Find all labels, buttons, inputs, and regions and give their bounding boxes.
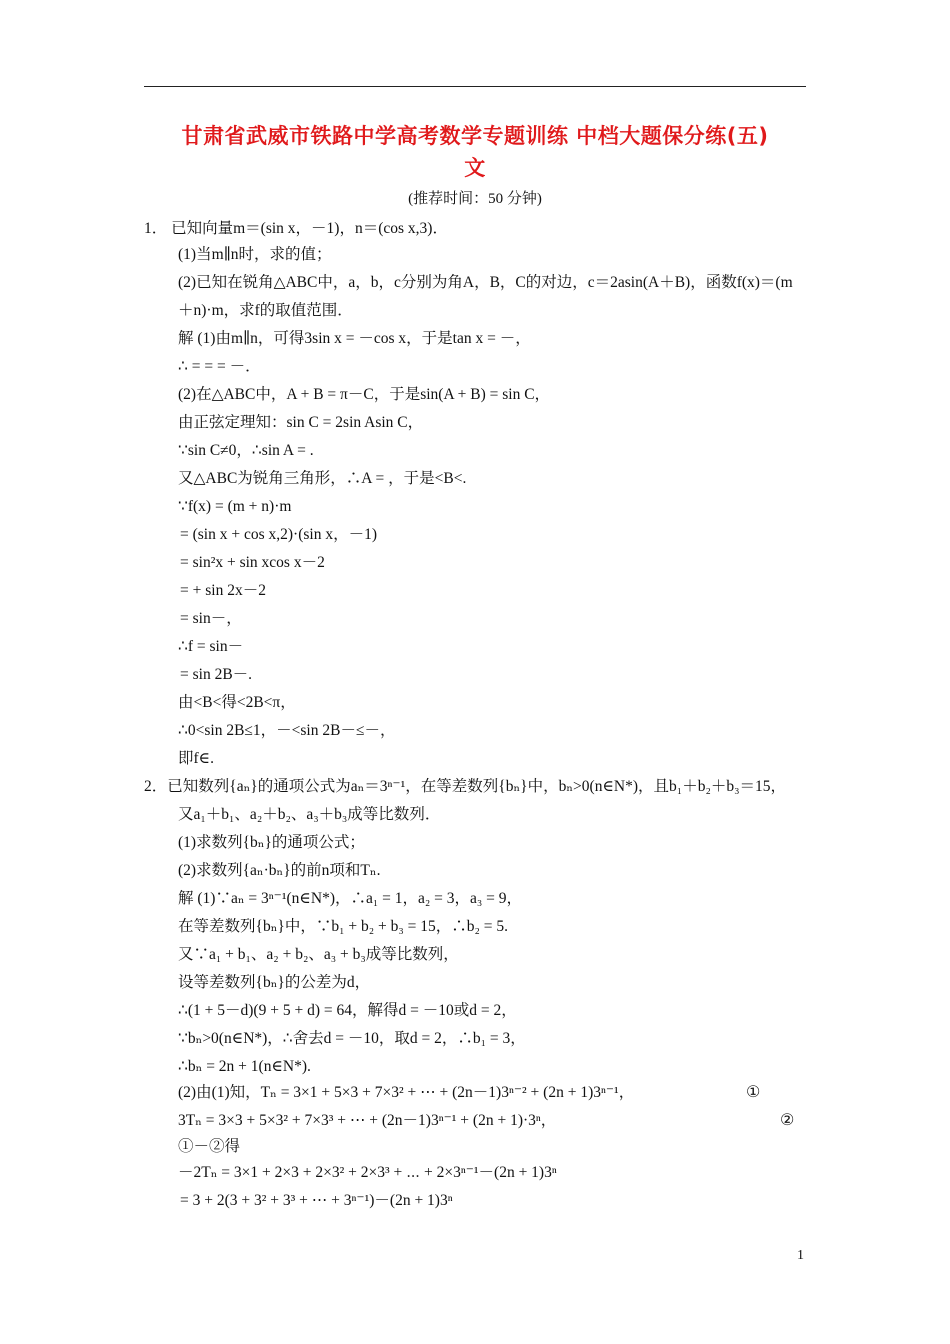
problem-2-statement-cont: 又a₁＋b₁、a₂＋b₂、a₃＋b₃成等比数列． [178, 806, 441, 823]
document-title-suffix: 文 [464, 156, 486, 180]
solution-1-line: ∵sin C≠0，∴sin A = . [178, 442, 314, 459]
problem-2-part-1: (1)求数列{bₙ}的通项公式； [178, 834, 365, 851]
solution-1-line: = + sin 2x－2 [180, 582, 266, 599]
solution-1-line: 解 (1)由m∥n，可得3sin x = －cos x，于是tan x = －， [178, 330, 531, 347]
document-title: 甘肃省武威市铁路中学高考数学专题训练 中档大题保分练(五) [181, 124, 769, 148]
problem-1-statement: 1． 已知向量m＝(sin x，－1)，n＝(cos x,3)． [144, 220, 448, 237]
solution-2-line: －2Tₙ = 3×1 + 2×3 + 2×3² + 2×3³ + ⋯ + 2×3ⁿ⁻¹－(2n + 1)3ⁿ [178, 1164, 557, 1181]
solution-2-equation-2: 3Tₙ = 3×3 + 5×3² + 7×3³ + ⋯ + (2n－1)3ⁿ⁻¹ + (2n + 1)·3ⁿ， [178, 1112, 557, 1129]
problem-1-part-2: (2)已知在锐角△ABC中，a，b，c分别为角A，B，C的对边，c＝2asin(A＋B)，函数f(x)＝(m [178, 274, 793, 291]
solution-2-line: ∴bₙ = 2n + 1(n∈N*). [178, 1058, 311, 1075]
solution-1-line: = sin²x + sin xcos x－2 [180, 554, 325, 571]
solution-1-line: ∴f = sin－ [178, 638, 244, 655]
solution-2-line: ∵bₙ>0(n∈N*)，∴舍去d = －10，取d = 2，∴b₁ = 3， [178, 1030, 526, 1047]
equation-marker-1: ① [746, 1084, 761, 1101]
solution-1-line: = (sin x + cos x,2)·(sin x，－1) [180, 526, 378, 543]
solution-2-line: 在等差数列{bₙ}中，∵b₁ + b₂ + b₃ = 15，∴b₂ = 5. [178, 918, 509, 935]
equation-marker-2: ② [780, 1112, 795, 1129]
solution-1-line: 由正弦定理知：sin C = 2sin Asin C， [178, 414, 424, 431]
problem-1-part-2-cont: ＋n)·m，求f的取值范围． [178, 302, 353, 319]
solution-1-conclusion: 即f∈. [178, 750, 215, 767]
problem-1-part-1: (1)当m∥n时，求的值； [178, 246, 332, 263]
solution-2-line: ∴(1 + 5－d)(9 + 5 + d) = 64，解得d = －10或d = 2， [178, 1002, 517, 1019]
solution-2-line: = 3 + 2(3 + 3² + 3³ + ⋯ + 3ⁿ⁻¹)－(2n + 1)3ⁿ [180, 1192, 453, 1209]
problem-2-statement: 2．已知数列{aₙ}的通项公式为aₙ＝3ⁿ⁻¹，在等差数列{bₙ}中，bₙ>0(n∈N*)，且b₁＋b₂＋b₃＝15， [144, 778, 786, 795]
solution-1-line: 由<B<得<2B<π， [178, 694, 296, 711]
solution-1-line: ∴0<sin 2B≤1，－<sin 2B－≤－， [178, 722, 396, 739]
solution-2-line: 解 (1)∵aₙ = 3ⁿ⁻¹(n∈N*)，∴a₁ = 1，a₂ = 3，a₃ = 9， [178, 890, 523, 907]
page-number: 1 [797, 1248, 804, 1263]
solution-1-line: = sin－， [180, 610, 242, 627]
solution-1-line: ∵f(x) = (m + n)·m [178, 498, 292, 515]
solution-2-line: ①－②得 [178, 1138, 241, 1155]
problem-2-part-2: (2)求数列{aₙ·bₙ}的前n项和Tₙ. [178, 862, 381, 879]
solution-2-equation-1: (2)由(1)知，Tₙ = 3×1 + 5×3 + 7×3² + ⋯ + (2n－1)3ⁿ⁻² + (2n + 1)3ⁿ⁻¹， [178, 1084, 635, 1101]
recommended-time: (推荐时间：50 分钟) [408, 191, 542, 207]
solution-1-line: = sin 2B－. [180, 666, 253, 683]
header-rule [144, 86, 806, 87]
solution-1-line: 又△ABC为锐角三角形，∴A = ，于是<B<. [178, 470, 467, 487]
solution-1-line: (2)在△ABC中，A + B = π－C，于是sin(A + B) = sin C， [178, 386, 551, 403]
solution-1-line: ∴ = = = －． [178, 358, 261, 375]
solution-2-line: 又∵a₁ + b₁、a₂ + b₂、a₃ + b₃成等比数列， [178, 946, 459, 963]
solution-2-line: 设等差数列{bₙ}的公差为d， [178, 974, 371, 991]
